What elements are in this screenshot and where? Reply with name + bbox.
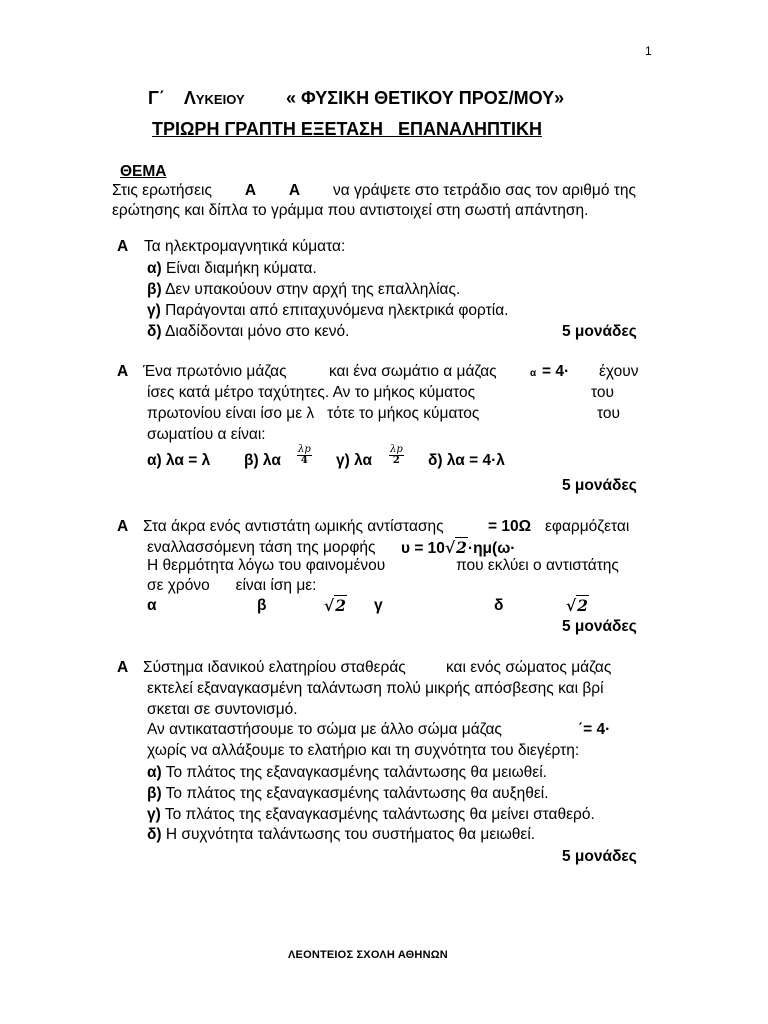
- q4-line5: χωρίς να αλλάξουμε το ελατήριο και τη συχνότητα του διεγέρτη:: [147, 742, 580, 759]
- theme-label: ΘΕΜΑ: [120, 163, 167, 180]
- intro-text: Στις ερωτήσεις: [112, 182, 212, 199]
- q3-points: 5 μονάδες: [562, 618, 637, 635]
- q2-option-c: γ) λα: [336, 452, 373, 469]
- intro-letter: Α: [244, 182, 257, 199]
- header-grade: [148, 88, 245, 109]
- q4-marker: Α: [117, 659, 129, 676]
- q3-option-b-sqrt: √2: [324, 596, 346, 615]
- q1-stem: Τα ηλεκτρομαγνητικά κύματα:: [144, 238, 346, 255]
- exam-title: ΤΡΙΩΡΗ ΓΡΑΠΤΗ ΕΞΕΤΑΣΗ ΕΠΑΝΑΛΗΠΤΙΚΗ: [152, 119, 542, 139]
- q2-alpha-subscript: α: [530, 368, 537, 379]
- q3-resistance: = 10Ω: [488, 518, 532, 535]
- q2-option-d: δ) λα = 4·λ: [428, 452, 505, 469]
- q4-option-a: α) Το πλάτος της εξαναγκασμένης ταλάντωσης θα μειωθεί.: [147, 764, 547, 781]
- course-title: « ΦΥΣΙΚΗ ΘΕΤΙΚΟΥ ΠΡΟΣ/ΜΟΥ»: [286, 88, 565, 108]
- q2-marker: Α: [117, 363, 129, 380]
- intro-letter: Α: [288, 182, 301, 199]
- q2-line1a: Ένα πρωτόνιο μάζας: [143, 363, 287, 380]
- q3-marker: Α: [117, 518, 129, 535]
- q2-line1b: και ένα σωμάτιο α μάζας: [329, 363, 497, 380]
- q2-line2a: ίσες κατά μέτρο ταχύτητες. Αν το μήκος κύματος: [147, 384, 476, 401]
- q2-line1e: έχουν: [599, 363, 639, 380]
- q4-option-b: β) Το πλάτος της εξαναγκασμένης ταλάντωσης θα αυξηθεί.: [147, 785, 549, 802]
- q3-option-b: β: [257, 597, 267, 614]
- q2-line4: σωματίου α είναι:: [147, 426, 266, 443]
- q4-points: 5 μονάδες: [562, 848, 637, 865]
- q2-line2b: του: [591, 384, 615, 401]
- q3-option-d: δ: [494, 597, 504, 614]
- q2-option-b: β) λα: [244, 452, 281, 469]
- q2-fraction-c: $\frac{\lambda p}{2}$: [390, 444, 403, 466]
- q4-line4a: Αν αντικαταστήσουμε το σώμα με άλλο σώμα μάζας: [147, 721, 502, 738]
- q3-option-c: γ: [374, 597, 383, 614]
- q4-line1b: και ενός σώματος μάζας: [446, 659, 612, 676]
- q2-line3a: πρωτονίου είναι ίσο με λ τότε το μήκος κύματος: [147, 405, 480, 422]
- q3-voltage: υ = 10√2·ημ(ω·: [401, 538, 516, 557]
- q4-line2: εκτελεί εξαναγκασμένη ταλάντωση πολύ μικρής απόσβεσης και βρί: [147, 680, 604, 697]
- q4-option-c: γ) Το πλάτος της εξαναγκασμένης ταλάντωσης θα μείνει σταθερό.: [147, 806, 595, 823]
- q3-line3b: που εκλύει ο αντιστάτης: [456, 557, 619, 574]
- footer-school-name: ΛΕΟΝΤΕΙΟΣ ΣΧΟΛΗ ΑΘΗΝΩΝ: [288, 949, 448, 961]
- page-number: 1: [645, 44, 652, 58]
- level-label: Λυκειου: [183, 88, 245, 108]
- theme-intro-line2: ερώτησης και δίπλα το γράμμα που αντιστοιχεί στη σωστή απάντηση.: [112, 202, 589, 219]
- q2-points: 5 μονάδες: [562, 477, 637, 494]
- q3-line2a: εναλλασσόμενη τάση της μορφής: [147, 539, 376, 556]
- q4-option-d: δ) Η συχνότητα ταλάντωσης του συστήματος θα μειωθεί.: [147, 826, 536, 843]
- q2-mass-relation: = 4·: [542, 363, 570, 380]
- q3-option-a: α: [147, 597, 157, 614]
- grade-label: Γ΄: [148, 88, 165, 108]
- q3-line4: σε χρόνο είναι ίση με:: [147, 577, 317, 594]
- q2-fraction-b: $\frac{\lambda p}{4}$: [298, 444, 311, 466]
- q3-line1a: Στα άκρα ενός αντιστάτη ωμικής αντίστασης: [143, 518, 444, 535]
- intro-text: να γράψετε στο τετράδιο σας τον αριθμό της: [333, 182, 636, 199]
- q1-marker: Α: [117, 238, 129, 255]
- q3-option-d-sqrt: √2: [566, 596, 588, 615]
- q3-line3a: Η θερμότητα λόγω του φαινομένου: [147, 557, 386, 574]
- q1-points: 5 μονάδες: [562, 323, 637, 340]
- q1-option-b: β) Δεν υπακούουν στην αρχή της επαλληλίας.: [147, 281, 461, 298]
- q4-line1a: Σύστημα ιδανικού ελατηρίου σταθεράς: [143, 659, 406, 676]
- q1-option-a: α) Είναι διαμήκη κύματα.: [147, 260, 317, 277]
- q3-line1c: εφαρμόζεται: [545, 518, 630, 535]
- q2-option-a: α) λα = λ: [147, 452, 211, 469]
- q4-line3: σκεται σε συντονισμό.: [147, 701, 298, 718]
- theme-intro-line1: [112, 181, 636, 201]
- q1-option-c: γ) Παράγονται από επιταχυνόμενα ηλεκτρικά φορτία.: [147, 302, 509, 319]
- q2-line3b: του: [597, 405, 621, 422]
- q4-mass-relation: ΄= 4·: [578, 721, 611, 738]
- q1-option-d: δ) Διαδίδονται μόνο στο κενό.: [147, 323, 350, 340]
